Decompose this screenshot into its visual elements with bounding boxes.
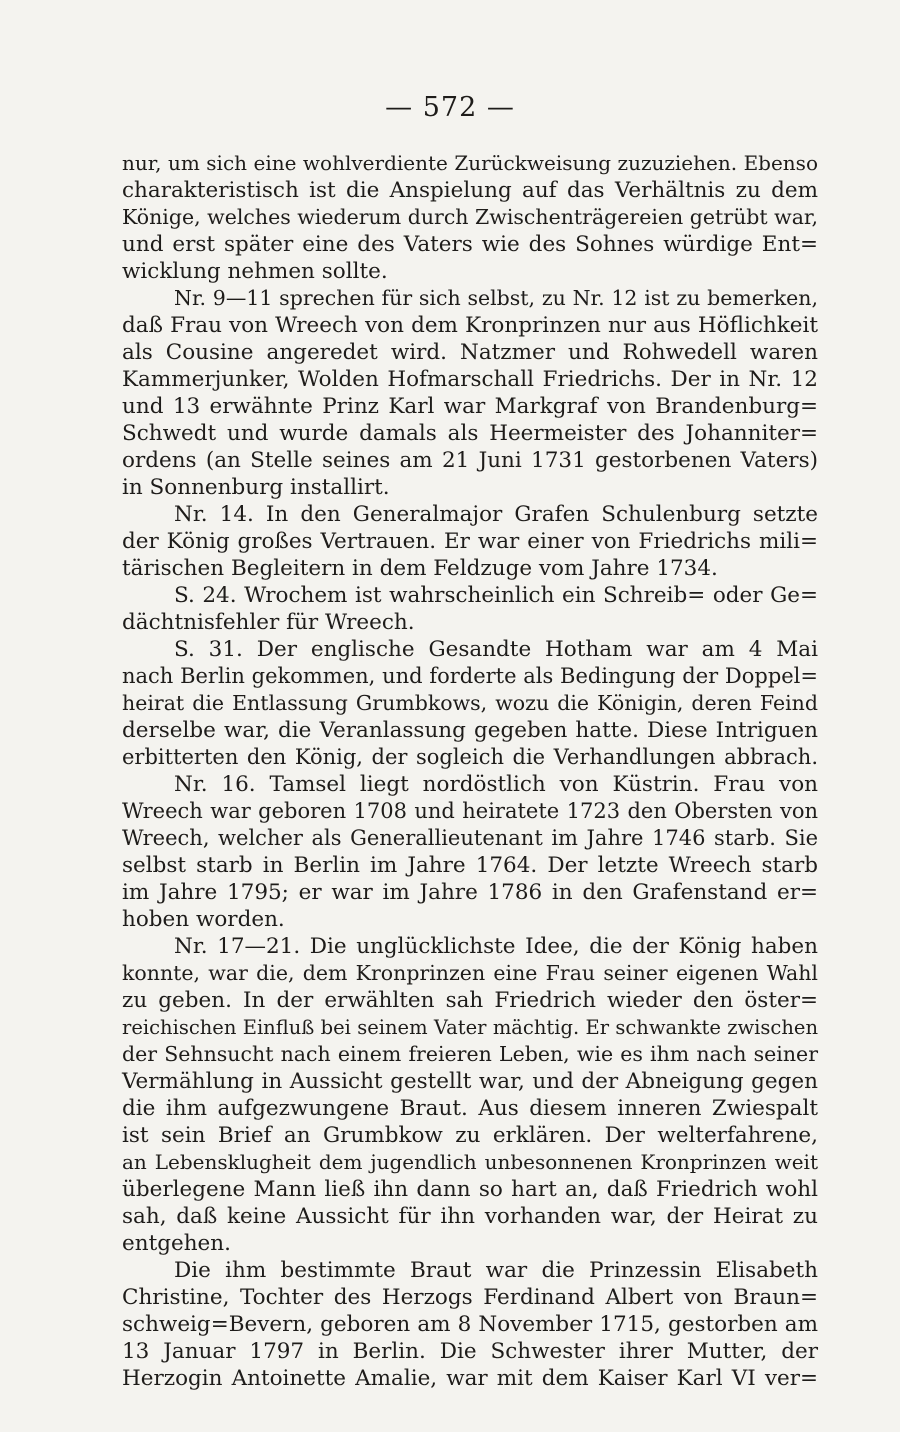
text-line: und 13 erwähnte Prinz Karl war Markgraf von Brandenburg= [122, 394, 818, 419]
text-line: überlegene Mann ließ ihn dann so hart an, daß Friedrich wohl [122, 1177, 818, 1202]
text-line: Schwedt und wurde damals als Heermeister des Johanniter= [122, 421, 818, 446]
body-text [122, 150, 818, 1392]
page-number: — 572 — [385, 92, 515, 123]
text-line: hoben worden. [122, 907, 285, 932]
text-line: Nr. 14. In den Generalmajor Grafen Schulenburg setzte [174, 502, 818, 527]
text-line: zu geben. In der erwählten sah Friedrich wieder den öster= [122, 988, 818, 1013]
text-line: Herzogin Antoinette Amalie, war mit dem Kaiser Karl VI ver= [122, 1366, 818, 1391]
text-line: konnte, war die, dem Kronprinzen eine Frau seiner eigenen Wahl [122, 961, 818, 985]
text-line: Wreech war geboren 1708 und heiratete 1723 den Obersten von [122, 799, 818, 823]
text-line: Nr. 17—21. Die unglücklichste Idee, die der König haben [174, 934, 818, 959]
text-line: erbitterten den König, der sogleich die Verhandlungen abbrach. [122, 745, 818, 769]
text-line: als Cousine angeredet wird. Natzmer und Rohwedell waren [122, 340, 818, 365]
text-line: Könige, welches wiederum durch Zwischenträgereien getrübt war, [122, 205, 818, 229]
text-line: Christine, Tochter des Herzogs Ferdinand Albert von Braun= [122, 1285, 818, 1310]
text-line: ordens (an Stelle seines am 21 Juni 1731 gestorbenen Vaters) [122, 448, 818, 473]
text-line: daß Frau von Wreech von dem Kronprinzen nur aus Höflichkeit [122, 313, 818, 338]
text-line: in Sonnenburg installirt. [122, 475, 390, 500]
text-line: Vermählung in Aussicht gestellt war, und der Abneigung gegen [122, 1069, 818, 1094]
text-line: dächtnisfehler für Wreech. [122, 610, 415, 635]
text-line: an Lebensklugheit dem jugendlich unbesonnenen Kronprinzen weit [122, 1150, 818, 1174]
text-line: nur, um sich eine wohlverdiente Zurückweisung zuzuziehen. Ebenso [122, 151, 818, 175]
text-line: schweig=Bevern, geboren am 8 November 1715, gestorben am [122, 1312, 818, 1337]
text-line: der König großes Vertrauen. Er war einer von Friedrichs mili= [122, 529, 818, 554]
text-line: Nr. 9—11 sprechen für sich selbst, zu Nr. 12 ist zu bemerken, [174, 286, 818, 310]
text-line: der Sehnsucht nach einem freieren Leben, wie es ihm nach seiner [122, 1042, 818, 1066]
text-line: im Jahre 1795; er war im Jahre 1786 in den Grafenstand er= [122, 880, 818, 905]
text-line: charakteristisch ist die Anspielung auf das Verhältnis zu dem [122, 178, 818, 203]
text-line: und erst später eine des Vaters wie des Sohnes würdige Ent= [122, 232, 818, 257]
text-line: derselbe war, die Veranlassung gegeben hatte. Diese Intriguen [122, 718, 818, 743]
text-line: reichischen Einfluß bei seinem Vater mächtig. Er schwankte zwischen [122, 1016, 818, 1039]
text-line: entgehen. [122, 1231, 231, 1256]
text-line: ist sein Brief an Grumbkow zu erklären. Der welterfahrene, [122, 1123, 818, 1148]
text-line: sah, daß keine Aussicht für ihn vorhanden war, der Heirat zu [122, 1204, 818, 1229]
text-line: 13 Januar 1797 in Berlin. Die Schwester ihrer Mutter, der [122, 1339, 818, 1364]
text-line: Kammerjunker, Wolden Hofmarschall Friedrichs. Der in Nr. 12 [122, 367, 818, 392]
text-line: die ihm aufgezwungene Braut. Aus diesem inneren Zwiespalt [122, 1096, 818, 1121]
text-line: Die ihm bestimmte Braut war die Prinzessin Elisabeth [174, 1258, 818, 1283]
text-line: S. 24. Wrochem ist wahrscheinlich ein Schreib= oder Ge= [174, 583, 818, 608]
text-line: nach Berlin gekommen, und forderte als Bedingung der Doppel= [122, 664, 818, 688]
text-line: wicklung nehmen sollte. [122, 259, 388, 284]
text-line: tärischen Begleitern in dem Feldzuge vom Jahre 1734. [122, 556, 718, 581]
text-line: heirat die Entlassung Grumbkows, wozu die Königin, deren Feind [122, 691, 818, 715]
text-line: S. 31. Der englische Gesandte Hotham war am 4 Mai [174, 637, 818, 662]
text-line: selbst starb in Berlin im Jahre 1764. Der letzte Wreech starb [122, 853, 818, 878]
text-line: Nr. 16. Tamsel liegt nordöstlich von Küstrin. Frau von [174, 772, 818, 797]
text-line: Wreech, welcher als Generallieutenant im Jahre 1746 starb. Sie [122, 826, 818, 850]
